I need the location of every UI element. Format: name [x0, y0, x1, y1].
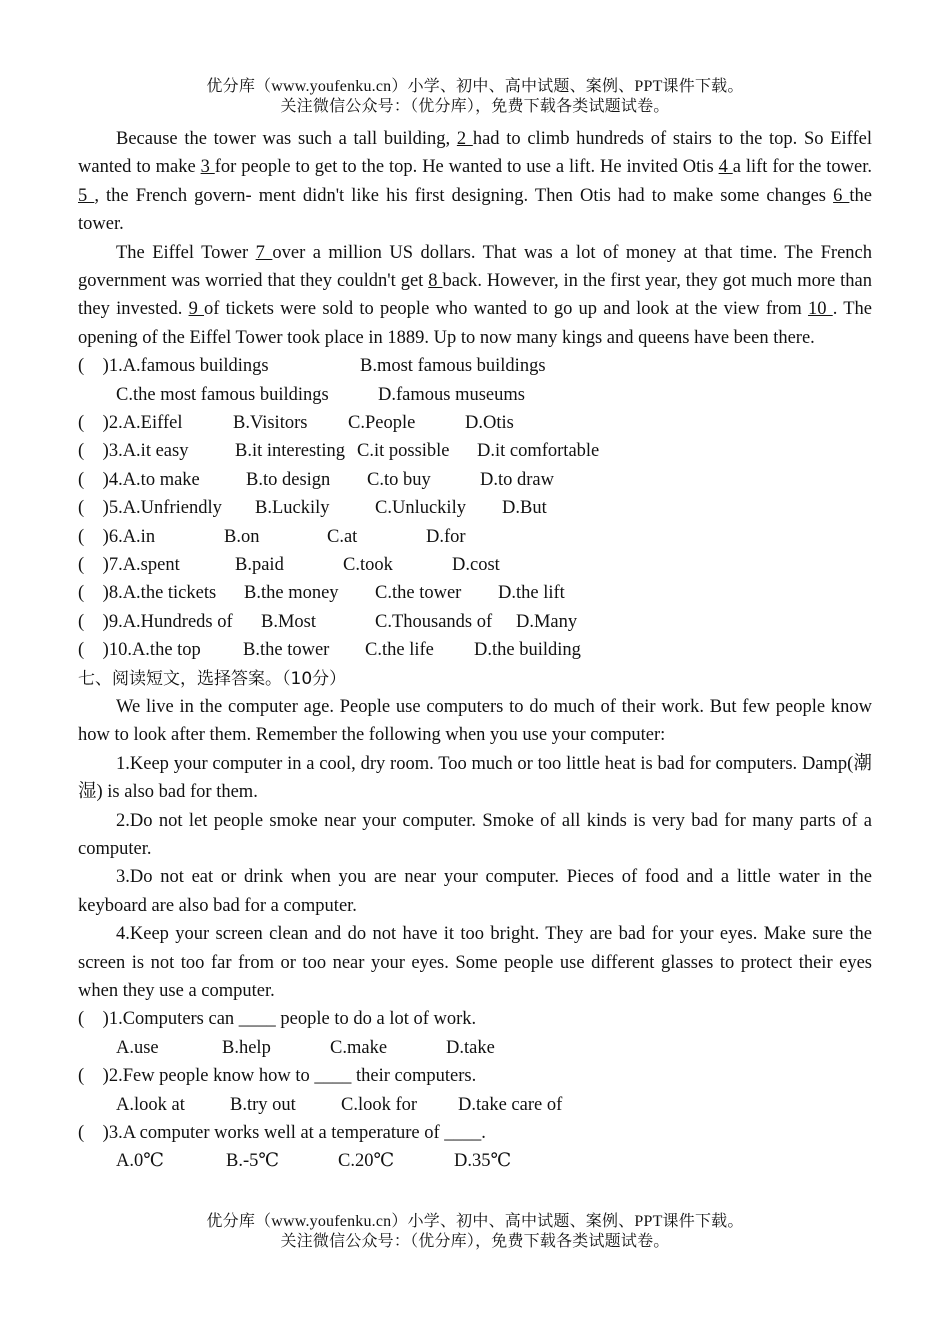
option-d: D.to draw: [480, 469, 554, 490]
blank-8: 8: [428, 271, 443, 292]
option-c: C.the life: [365, 640, 434, 661]
option-a: ( )1.A.famous buildings: [78, 356, 269, 377]
cloze-question-2: [78, 409, 872, 437]
blank-3: 3: [200, 157, 215, 178]
page-footer: [0, 1212, 950, 1252]
option-a: ( )7.A.spent: [78, 554, 180, 575]
option-b: B.the money: [244, 583, 339, 604]
option-b: B.the tower: [243, 640, 330, 661]
option-c: C.to buy: [367, 469, 431, 490]
option-d: D.cost: [452, 554, 500, 575]
option-c: C.the tower: [375, 583, 462, 604]
blank-10: 10: [808, 299, 833, 320]
option-b: B.Luckily: [255, 498, 330, 519]
header-line-2: 关注微信公众号：（优分库），免费下载各类试题试卷。: [280, 98, 670, 115]
option-b: B.on: [224, 526, 260, 547]
option-a: ( )4.A.to make: [78, 469, 200, 490]
cloze-question-5: [78, 494, 872, 522]
text: over a million US dollars. That was a lot of money at that time. The French government was worried that they couldn't get: [78, 242, 872, 292]
option-c: C.the most famous buildings: [116, 384, 329, 405]
option-b: B.to design: [246, 469, 331, 490]
option-b: B.Visitors: [233, 413, 308, 434]
option-a: A.0℃: [116, 1151, 164, 1172]
reading-paragraph-3: 2.Do not let people smoke near your computer. Smoke of all kinds is very bad for many parts of a computer.: [78, 810, 872, 859]
option-c: C.Unluckily: [375, 498, 466, 519]
option-d: D.it comfortable: [477, 441, 600, 462]
cloze-question-4: [78, 466, 872, 494]
reading-paragraph-2: 1.Keep your computer in a cool, dry room. Too much or too little heat is bad for computers. Damp(潮湿) is also bad for them.: [78, 753, 872, 803]
option-b: B.it interesting: [235, 441, 345, 462]
text: back. However, in the first year, they got much more than they invested.: [78, 271, 873, 320]
option-d: D.the building: [474, 640, 581, 661]
option-a: ( )6.A.in: [78, 526, 156, 547]
option-a: A.look at: [116, 1094, 185, 1115]
option-d: D.famous museums: [378, 384, 525, 405]
cloze-question-3: [78, 437, 872, 465]
option-a: ( )8.A.the tickets: [78, 583, 217, 604]
cloze-question-10: [78, 636, 872, 664]
reading-question-3: ( )3.A computer works well at a temperature of ____.: [78, 1122, 486, 1143]
option-d: D.for: [426, 526, 466, 547]
blank-6: 6: [833, 185, 850, 206]
reading-question-2: ( )2.Few people know how to ____ their computers.: [78, 1066, 477, 1087]
option-a: ( )10.A.the top: [78, 640, 201, 661]
option-c: C.People: [348, 413, 416, 434]
option-c: C.at: [327, 526, 358, 547]
option-a: A.use: [116, 1037, 159, 1058]
option-d: D.Otis: [465, 413, 514, 434]
blank-2: 2: [456, 129, 473, 149]
text: the tower.: [78, 185, 873, 235]
text: of tickets were sold to people who wanted to go up and look at the view from: [204, 299, 809, 320]
option-c: C.it possible: [357, 441, 450, 462]
option-d: D.But: [502, 498, 547, 519]
option-a: ( )5.A.Unfriendly: [78, 498, 222, 519]
option-d: D.take care of: [458, 1094, 563, 1115]
blank-5: 5: [78, 185, 95, 206]
footer-line-2: 关注微信公众号：（优分库），免费下载各类试题试卷。: [280, 1233, 670, 1250]
cloze-question-1-cont: [78, 381, 872, 409]
reading-paragraph-1: We live in the computer age. People use computers to do much of their work. But few people know how to look after them. Remember the following when you use your computer:: [78, 696, 872, 746]
option-b: B.most famous buildings: [360, 356, 546, 377]
cloze-question-7: [78, 551, 872, 579]
reading-question-3-options: [78, 1147, 872, 1175]
text: Because the tower was such a tall building,: [116, 129, 457, 149]
header-line-1: 优分库（www.youfenku.cn）小学、初中、高中试题、案例、PPT课件下载。: [206, 78, 744, 95]
section-7-title: 七、阅读短文，选择答案。（10分）: [78, 668, 347, 689]
text: for people to get to the top. He wanted to use a lift. He invited Otis: [214, 157, 719, 178]
option-c: C.20℃: [338, 1151, 395, 1172]
cloze-question-6: [78, 523, 872, 551]
option-a: ( )9.A.Hundreds of: [78, 611, 233, 632]
cloze-question-9: [78, 608, 872, 636]
reading-paragraph-5: 4.Keep your screen clean and do not have it too bright. They are bad for your eyes. Make sure the screen is not too far from or too near your eyes. Some people use different glasses to protect their eyes when they use a computer.: [78, 924, 872, 1001]
text: , the French govern- ment didn't like his first designing. Then Otis had to make some changes: [94, 185, 834, 206]
reading-question-1-options: [78, 1034, 872, 1062]
option-d: D.the lift: [498, 583, 565, 604]
reading-paragraph-4: 3.Do not eat or drink when you are near your computer. Pieces of food and a little water in the keyboard are also bad for a computer.: [78, 867, 872, 916]
option-b: B.try out: [230, 1094, 296, 1115]
option-d: D.35℃: [454, 1151, 512, 1172]
text: . The opening of the Eiffel Tower took place in 1889. Up to now many kings and queens have been there.: [78, 299, 873, 348]
page-header: [0, 77, 950, 117]
option-d: D.Many: [516, 611, 578, 632]
text: a lift for the tower.: [732, 157, 873, 178]
blank-4: 4: [718, 157, 733, 178]
cloze-paragraph-2: [78, 239, 872, 353]
option-b: B.help: [222, 1037, 271, 1058]
option-c: C.took: [343, 554, 393, 575]
option-b: B.-5℃: [226, 1151, 280, 1172]
option-a: ( )3.A.it easy: [78, 441, 189, 462]
option-b: B.paid: [235, 554, 284, 575]
footer-line-1: 优分库（www.youfenku.cn）小学、初中、高中试题、案例、PPT课件下载。: [206, 1213, 744, 1230]
option-d: D.take: [446, 1037, 495, 1058]
option-a: ( )2.A.Eiffel: [78, 413, 183, 434]
option-b: B.Most: [261, 611, 317, 632]
option-c: C.Thousands of: [375, 611, 493, 632]
blank-9: 9: [188, 299, 205, 320]
cloze-question-8: [78, 579, 872, 607]
option-c: C.look for: [341, 1094, 418, 1115]
cloze-paragraph-1: [78, 125, 872, 239]
blank-7: 7: [255, 242, 273, 263]
text: had to climb hundreds of stairs to the top. So Eiffel wanted to make: [78, 129, 873, 178]
document-body: [78, 125, 872, 1176]
text: The Eiffel Tower: [116, 242, 256, 263]
option-c: C.make: [330, 1037, 388, 1058]
cloze-question-1: [78, 352, 872, 380]
reading-question-2-options: [78, 1091, 872, 1119]
reading-question-1: ( )1.Computers can ____ people to do a lot of work.: [78, 1009, 477, 1030]
